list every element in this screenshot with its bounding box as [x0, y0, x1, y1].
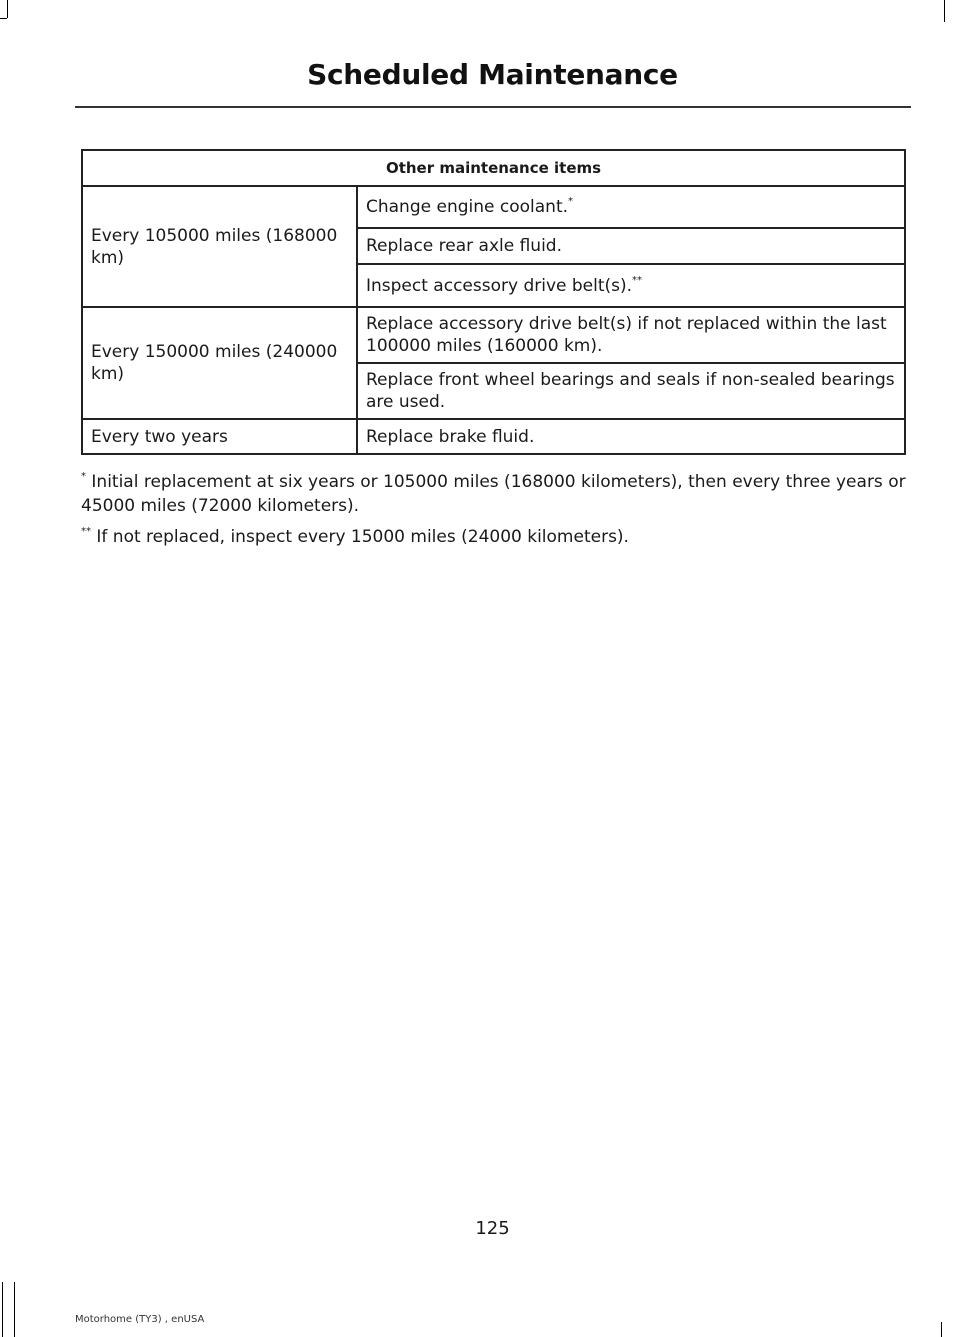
item-cell	[357, 307, 905, 363]
item-cell	[357, 186, 905, 228]
item-text: Change engine coolant.	[366, 197, 569, 217]
footnote-mark: **	[632, 274, 643, 286]
table-heading: Other maintenance items	[82, 150, 905, 186]
footnotes	[81, 470, 911, 556]
item-text: Replace brake fluid.	[366, 426, 535, 447]
page-number: 125	[475, 1218, 510, 1239]
item-cell	[357, 419, 905, 454]
item-cell	[357, 264, 905, 307]
table-row	[82, 186, 905, 228]
footnote-mark: *	[568, 196, 574, 207]
table-row	[82, 419, 905, 454]
footnote	[81, 470, 911, 518]
document-code: Motorhome (TY3) , enUSA	[75, 1314, 205, 1325]
item-text: Replace front wheel bearings and seals if non-sealed bearings are used.	[366, 370, 895, 412]
item-text: Inspect accessory drive belt(s).	[366, 275, 633, 296]
item-cell	[357, 363, 905, 419]
title-rule	[75, 106, 911, 108]
interval-cell: Every two years	[82, 419, 357, 454]
footnote-text: If not replaced, inspect every 15000 miles (24000 kilometers).	[91, 527, 629, 547]
footnote-text: Initial replacement at six years or 105000 miles (168000 kilometers), then every three years or 45000 miles (72000 kilometers).	[81, 472, 906, 516]
footnote-mark: **	[81, 526, 91, 537]
crop-mark-bottom-right	[941, 1322, 942, 1337]
crop-mark-top-left-h	[0, 18, 7, 19]
crop-mark-bottom-left	[14, 1282, 15, 1337]
footnote-mark: *	[81, 471, 86, 482]
interval-cell: Every 150000 miles (240000 km)	[82, 307, 357, 419]
page-title: Scheduled Maintenance	[307, 58, 678, 91]
maintenance-table	[81, 149, 906, 455]
table-row	[82, 307, 905, 363]
interval-cell: Every 105000 miles (168000 km)	[82, 186, 357, 307]
crop-mark-bottom-left-outer	[2, 1282, 3, 1337]
item-text: Replace accessory drive belt(s) if not replaced within the last 100000 miles (160000 km).	[366, 314, 887, 356]
table-header-row	[82, 150, 905, 186]
item-text: Replace rear axle fluid.	[366, 236, 562, 256]
footnote	[81, 525, 911, 549]
crop-mark-top-left	[7, 0, 8, 18]
crop-mark-top-right	[944, 0, 945, 22]
item-cell	[357, 228, 905, 264]
